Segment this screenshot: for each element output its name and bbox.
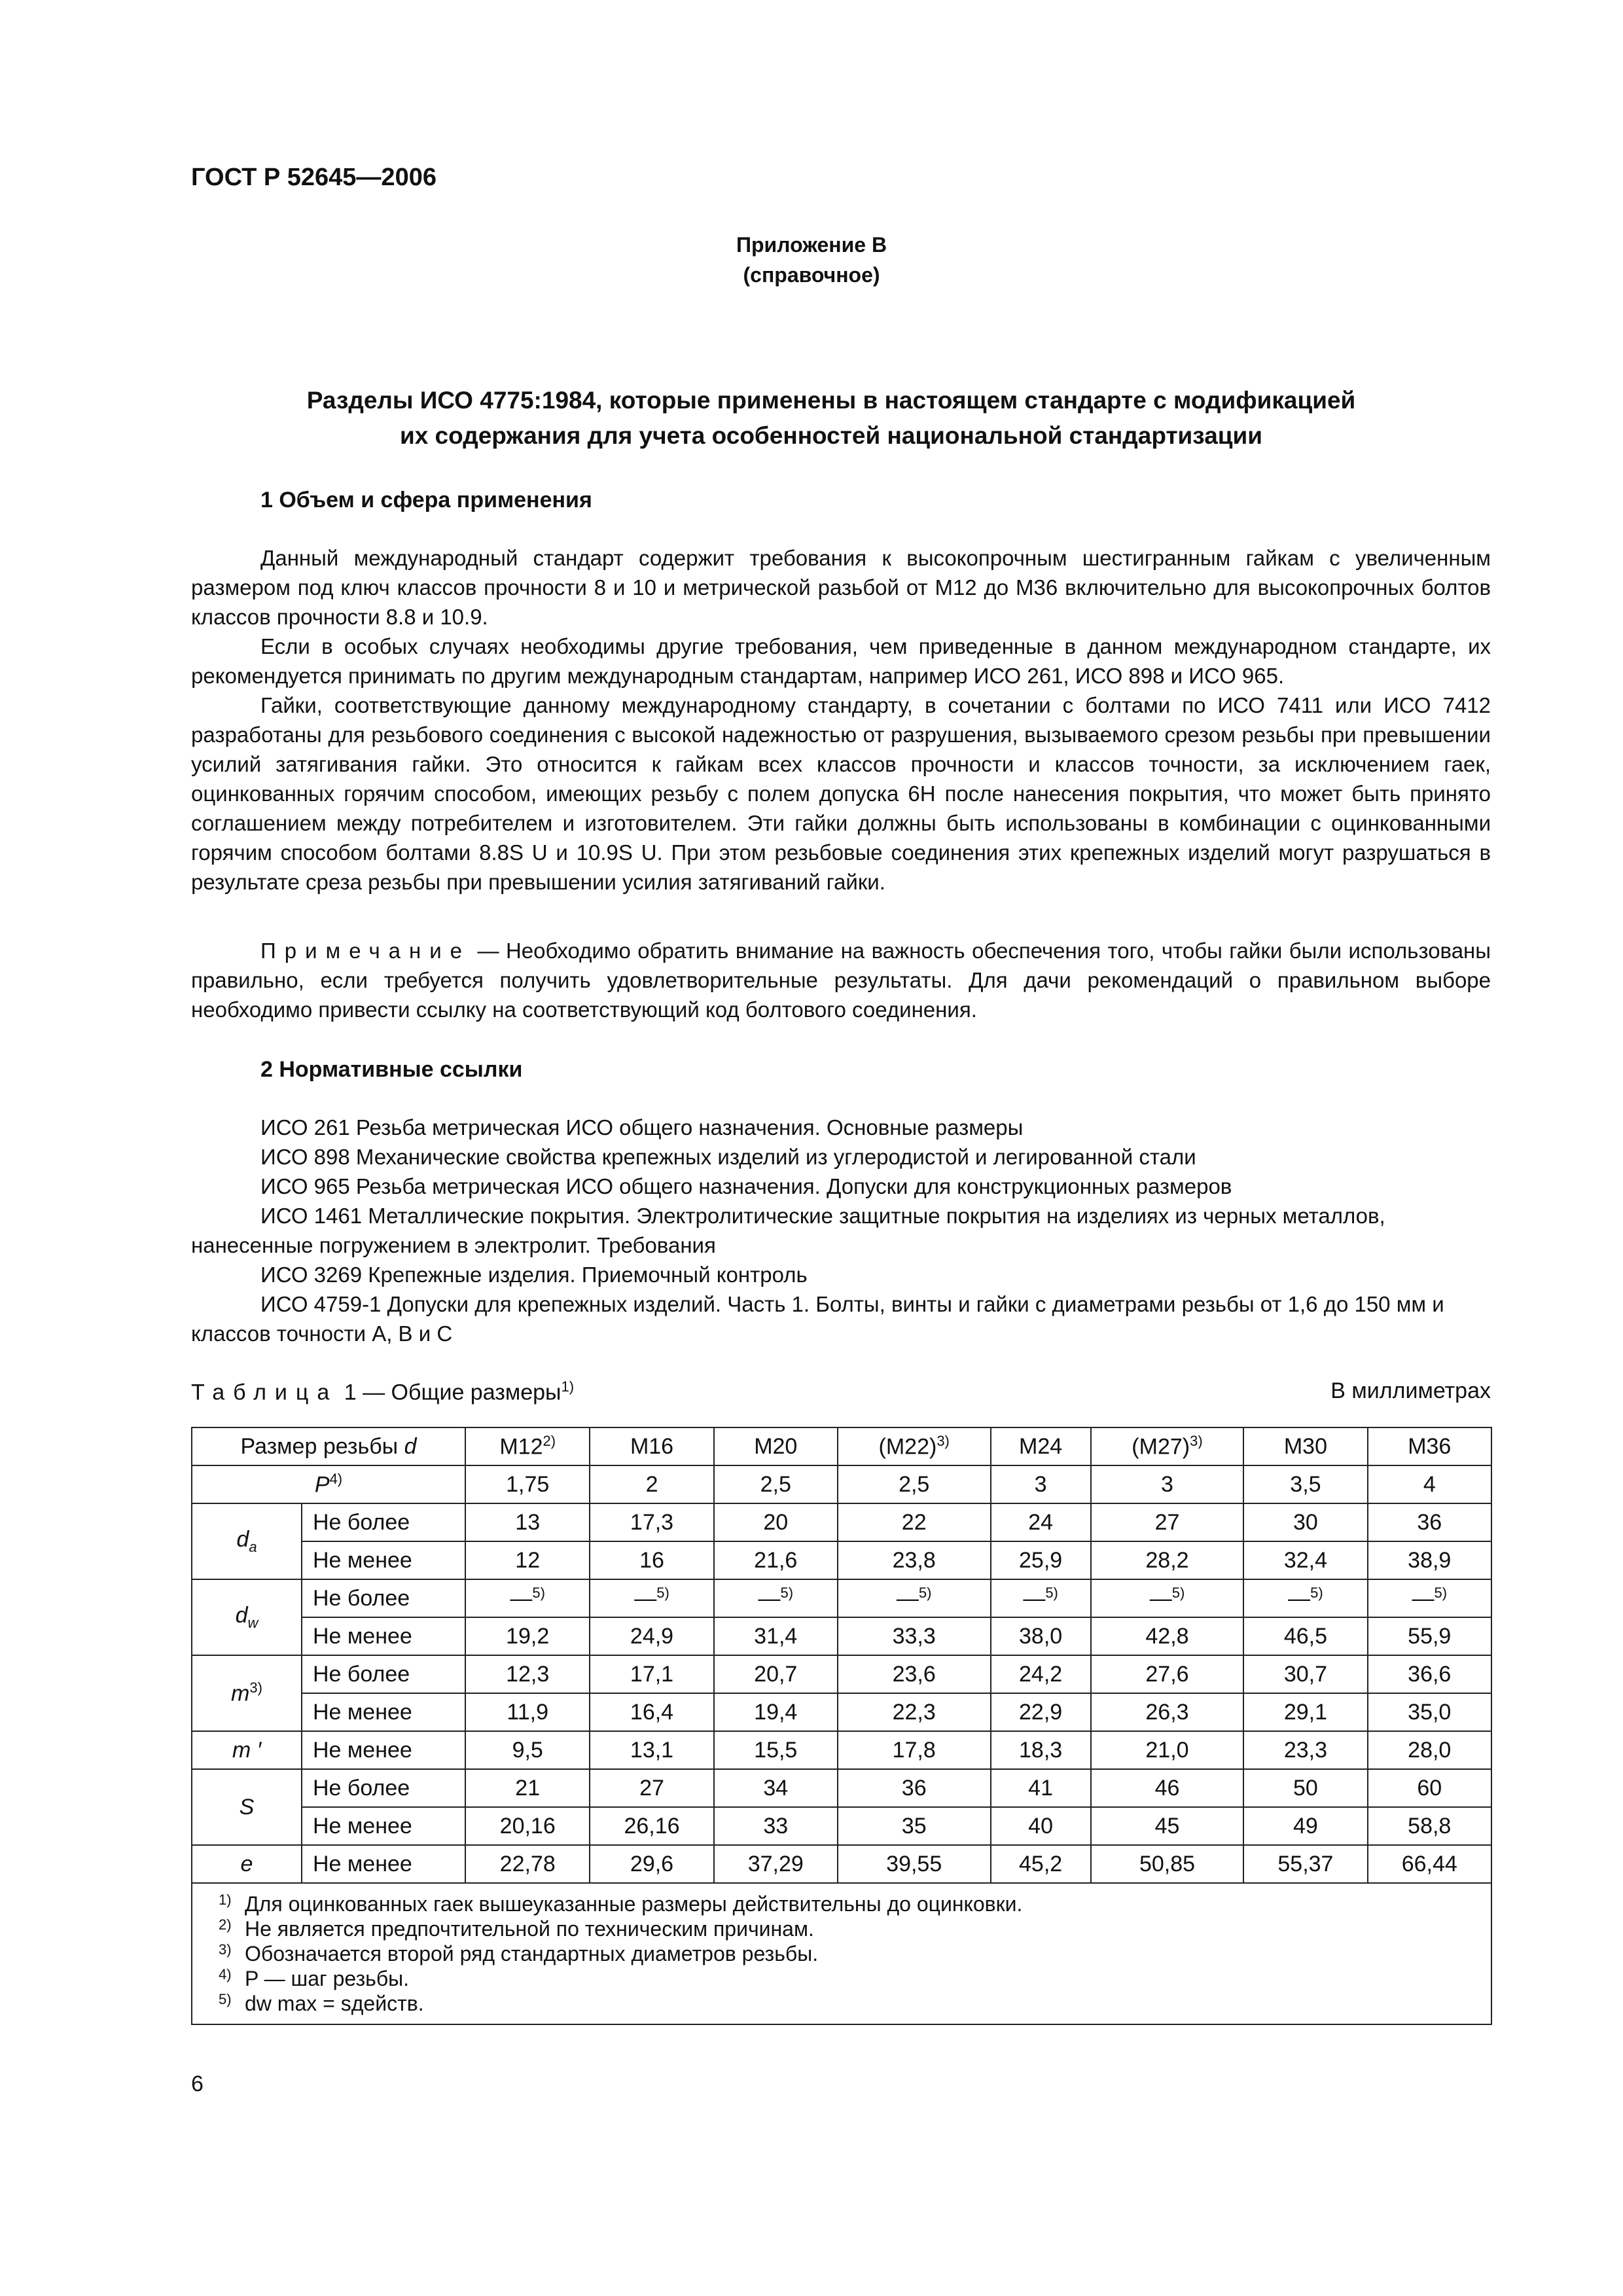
size-cell: M16 [590,1427,713,1465]
section2-heading: 2 Нормативные ссылки [260,1057,523,1082]
table-cell: 35 [838,1807,991,1845]
table-cell: 3 [1091,1465,1244,1503]
table-row-e [192,1845,1491,1883]
table-cell: Не более [302,1655,465,1693]
table-cell: 38,9 [1368,1541,1491,1579]
param-label: $d_w$ [192,1579,302,1655]
table-cell: 38,0 [991,1617,1091,1655]
table-cell: 28,2 [1091,1541,1244,1579]
table-cell: 28,0 [1368,1731,1491,1769]
table-cell: 3 [991,1465,1091,1503]
table-cell: —$^{5)}$ [1091,1579,1244,1617]
table-cell: 32,4 [1243,1541,1367,1579]
table-cell: —$^{5)}$ [590,1579,713,1617]
table-cell: —$^{5)}$ [1368,1579,1491,1617]
table-cell: 22,3 [838,1693,991,1731]
table-cell: 16,4 [590,1693,713,1731]
table-row-s-max [192,1769,1491,1807]
table-cell: 34 [714,1769,838,1807]
table-cell: 17,1 [590,1655,713,1693]
table-row-m-prime [192,1731,1491,1769]
table-notes-row [192,1883,1491,2024]
size-cell: $(M27)^{3)}$ [1091,1427,1244,1465]
table-cell: Не более [302,1769,465,1807]
table-cell: 13 [465,1503,590,1541]
table-cell: 2,5 [838,1465,991,1503]
table-footnote: 5) dw max = sдейств. [219,1991,424,2015]
table-cell: 2,5 [714,1465,838,1503]
table-cell: 41 [991,1769,1091,1807]
table-cell: 30,7 [1243,1655,1367,1693]
table-caption-label: Таблица [191,1380,338,1405]
table-cell: 1,75 [465,1465,590,1503]
table-caption-footnote-mark: 1) [561,1378,575,1395]
table-cell: 24,9 [590,1617,713,1655]
table-cell: Не менее [302,1731,465,1769]
table-cell: 33 [714,1807,838,1845]
normative-references [191,1113,1491,1348]
size-cell: M24 [991,1427,1091,1465]
param-label: $m^{3)}$ [192,1655,302,1731]
table-cell: 21 [465,1769,590,1807]
table-cell: 11,9 [465,1693,590,1731]
table-cell: —$^{5)}$ [714,1579,838,1617]
appendix-title: Приложение В [736,233,887,257]
table-cell: 40 [991,1807,1091,1845]
main-title-line1: Разделы ИСО 4775:1984, которые применены в настоящем стандарте с модификацией [306,387,1356,414]
table-cell: 15,5 [714,1731,838,1769]
table-row-da-max [192,1503,1491,1541]
table-cell: Не более [302,1503,465,1541]
size-cell: $(M22)^{3)}$ [838,1427,991,1465]
table-cell: 22 [838,1503,991,1541]
table-cell: 22,9 [991,1693,1091,1731]
table-cell: 36 [838,1769,991,1807]
size-cell: M20 [714,1427,838,1465]
param-label: S [192,1769,302,1845]
section1-note [191,936,1491,1024]
table-cell: 12,3 [465,1655,590,1693]
table-cell: 45,2 [991,1845,1091,1883]
reference-item: ИСО 3269 Крепежные изделия. Приемочный контроль [260,1263,808,1287]
table-cell: 17,8 [838,1731,991,1769]
table-cell: 29,1 [1243,1693,1367,1731]
table-cell: 19,4 [714,1693,838,1731]
table-row-da-min [192,1541,1491,1579]
reference-item: ИСО 1461 Металлические покрытия. Электролитические защитные покрытия на изделиях из черных металлов, нанесенные погружением в электролит. Требования [191,1204,1385,1257]
table-row-m-max [192,1655,1491,1693]
table-cell: 31,4 [714,1617,838,1655]
param-label: $P^{4)}$ [192,1465,465,1503]
table-cell: 9,5 [465,1731,590,1769]
table-cell: 24,2 [991,1655,1091,1693]
param-label: e [192,1845,302,1883]
table-cell: 37,29 [714,1845,838,1883]
table-cell: —$^{5)}$ [465,1579,590,1617]
table-cell: 27,6 [1091,1655,1244,1693]
table-cell: 39,55 [838,1845,991,1883]
table-cell: 27 [590,1769,713,1807]
table-footnote: 2) Не является предпочтительной по техническим причинам. [219,1916,814,1941]
section1-paragraph-2: Если в особых случаях необходимы другие требования, чем приведенные в данном международном стандарте, их рекомендуется принимать по другим международным стандартам, например ИСО 261, ИСО 898 и ИСО 965. [191,634,1491,688]
table-cell: 21,6 [714,1541,838,1579]
table-row-dw-min [192,1617,1491,1655]
size-cell: M30 [1243,1427,1367,1465]
table-cell: Не менее [302,1845,465,1883]
reference-item: ИСО 898 Механические свойства крепежных изделий из углеродистой и легированной стали [260,1145,1196,1169]
table-row-pitch [192,1465,1491,1503]
table-cell: Не менее [302,1541,465,1579]
table-row-m-min [192,1693,1491,1731]
table-cell: 13,1 [590,1731,713,1769]
table-cell: Не менее [302,1693,465,1731]
table-cell: 26,3 [1091,1693,1244,1731]
table-cell: 20,16 [465,1807,590,1845]
table-cell: 55,9 [1368,1617,1491,1655]
table-cell: 23,3 [1243,1731,1367,1769]
table-cell: 18,3 [991,1731,1091,1769]
appendix-subtitle: (справочное) [743,263,880,287]
param-label: m ′ [192,1731,302,1769]
table-cell: 36 [1368,1503,1491,1541]
table-cell: 24 [991,1503,1091,1541]
table-cell: 60 [1368,1769,1491,1807]
reference-item: ИСО 261 Резьба метрическая ИСО общего назначения. Основные размеры [260,1115,1024,1139]
table-cell: Не более [302,1579,465,1617]
note-label: Примечание [260,939,471,963]
table-cell: 30 [1243,1503,1367,1541]
table-cell: 23,8 [838,1541,991,1579]
table-units: В миллиметрах [1330,1378,1491,1403]
table-cell: 17,3 [590,1503,713,1541]
table-cell: 25,9 [991,1541,1091,1579]
section1-body [191,543,1491,897]
table-footnote: 1) Для оцинкованных гаек вышеуказанные размеры действительны до оцинковки. [219,1892,1023,1916]
table-cell: 36,6 [1368,1655,1491,1693]
param-label: $d_a$ [192,1503,302,1579]
main-title [170,383,1492,454]
table-footnote: 4) P — шаг резьбы. [219,1966,410,1990]
table-cell: 66,44 [1368,1845,1491,1883]
section1-paragraph-3: Гайки, соответствующие данному международному стандарту, в сочетании с болтами по ИСО 7411 или ИСО 7412 разработаны для резьбового соединения с высокой надежностью от разрушения, вызываемого срезом резьбы при превышении усилий затягивания гайки. Это относится к гайкам всех классов прочности и классов точности, за исключением гаек, оцинкованных горячим способом, имеющих резьбу с полем допуска 6Н после нанесения покрытия, что может быть принято соглашением между потребителем и изготовителем. Эти гайки должны быть использованы в комбинации с оцинкованными горячим способом болтами 8.8S U и 10.9S U. При этом резьбовые соединения этих крепежных изделий могут разрушаться в результате среза резьбы при превышении усилия затягиваний гайки. [191,693,1491,894]
table-cell: 58,8 [1368,1807,1491,1845]
table-cell: —$^{5)}$ [838,1579,991,1617]
table-cell: Не менее [302,1807,465,1845]
table-cell: 20 [714,1503,838,1541]
table-cell: 23,6 [838,1655,991,1693]
size-cell: M36 [1368,1427,1491,1465]
table-footnote: 3) Обозначается второй ряд стандартных диаметров резьбы. [219,1941,819,1965]
table-cell: 4 [1368,1465,1491,1503]
table-cell: 2 [590,1465,713,1503]
size-header-cell: Размер резьбы d [192,1427,465,1465]
table-cell: 50 [1243,1769,1367,1807]
table-row-dw-max [192,1579,1491,1617]
table-cell: 49 [1243,1807,1367,1845]
table-cell: 22,78 [465,1845,590,1883]
table-caption-text: 1 — Общие размеры [338,1380,562,1405]
table-cell: 42,8 [1091,1617,1244,1655]
reference-item: ИСО 4759-1 Допуски для крепежных изделий. Часть 1. Болты, винты и гайки с диаметрами резьбы от 1,6 до 150 мм и классов точности А, В и С [191,1292,1444,1346]
table-cell: 12 [465,1541,590,1579]
table-row-s-min [192,1807,1491,1845]
section1-paragraph-1: Данный международный стандарт содержит требования к высокопрочным шестигранным гайкам с увеличенным размером под ключ классов прочности 8 и 10 и метрической разьбой от М12 до М36 включительно для высокопрочных болтов классов прочности 8.8 и 10.9. [191,546,1491,629]
table-cell: 45 [1091,1807,1244,1845]
table-cell: 3,5 [1243,1465,1367,1503]
table-cell: Не менее [302,1617,465,1655]
table-notes [192,1883,1491,2024]
table-cell: 21,0 [1091,1731,1244,1769]
table-cell: 35,0 [1368,1693,1491,1731]
table-header-row [192,1427,1491,1465]
note-text: — Необходимо обратить внимание на важность обеспечения того, чтобы гайки были использованы правильно, если требуется получить удовлетворительные результаты. Для дачи рекомендаций о правильном выборе необходимо привести ссылку на соответствующий код болтового соединения. [191,939,1491,1022]
table-cell: 50,85 [1091,1845,1244,1883]
table-cell: 20,7 [714,1655,838,1693]
page-number: 6 [191,2072,204,2096]
size-cell: M12$^{2)}$ [465,1427,590,1465]
table-cell: 46,5 [1243,1617,1367,1655]
document-code: ГОСТ Р 52645—2006 [191,164,437,191]
table-cell: 29,6 [590,1845,713,1883]
table-cell: 16 [590,1541,713,1579]
reference-item: ИСО 965 Резьба метрическая ИСО общего назначения. Допуски для конструкционных размеров [260,1174,1232,1198]
table-cell: —$^{5)}$ [1243,1579,1367,1617]
dimensions-table [191,1427,1492,2025]
table-cell: 55,37 [1243,1845,1367,1883]
table-cell: 33,3 [838,1617,991,1655]
table-cell: 46 [1091,1769,1244,1807]
main-title-line2: их содержания для учета особенностей национальной стандартизации [399,422,1263,449]
table-caption [191,1378,574,1405]
table-cell: —$^{5)}$ [991,1579,1091,1617]
table-cell: 27 [1091,1503,1244,1541]
table-cell: 19,2 [465,1617,590,1655]
table-cell: 26,16 [590,1807,713,1845]
section1-heading: 1 Объем и сфера применения [260,488,592,512]
